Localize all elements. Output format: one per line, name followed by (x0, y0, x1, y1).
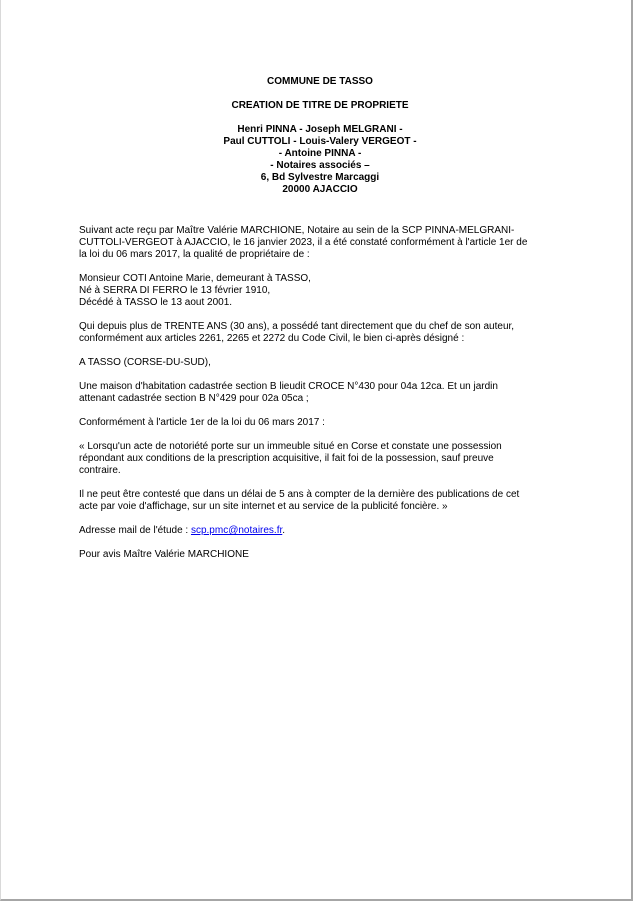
paragraph-line: contraire. (79, 465, 121, 476)
email-link[interactable]: scp.pmc@notaires.fr (190, 525, 283, 536)
paragraph-line: Suivant acte reçu par Maître Valérie MARCHIONE, Notaire au sein de la SCP PINNA-MELGRANI- (79, 225, 515, 236)
document-title: CREATION DE TITRE DE PROPRIETE (231, 100, 409, 111)
paragraph-owner (79, 273, 553, 309)
paragraph-line: Monsieur COTI Antoine Marie, demeurant à TASSO, (79, 273, 311, 284)
closing-line: Pour avis Maître Valérie MARCHIONE (79, 549, 249, 560)
commune-title: COMMUNE DE TASSO (267, 76, 373, 87)
paragraph-line: A TASSO (CORSE-DU-SUD), (79, 357, 211, 368)
paragraph-email (79, 525, 553, 537)
paragraph-line: Qui depuis plus de TRENTE ANS (30 ans), a possédé tant directement que du chef de son auteur, (79, 321, 515, 332)
notaries-line-2: Paul CUTTOLI - Louis-Valery VERGEOT - (223, 136, 417, 147)
paragraph-law-quote-2 (79, 489, 553, 513)
paragraph-closing (79, 549, 553, 561)
address-line-2: 20000 AJACCIO (282, 184, 358, 195)
paragraph-line: CUTTOLI-VERGEOT à AJACCIO, le 16 janvier 2023, il a été constaté conformément à l'article 1er de (79, 237, 528, 248)
paragraph-property (79, 381, 553, 405)
document-body (79, 225, 553, 573)
paragraph-deed (79, 225, 553, 261)
email-label: Adresse mail de l'étude : (79, 525, 191, 536)
paragraph-location (79, 357, 553, 369)
paragraph-line: Né à SERRA DI FERRO le 13 février 1910, (79, 285, 271, 296)
paragraph-line: répondant aux conditions de la prescription acquisitive, il fait foi de la possession, sauf preuve (79, 453, 494, 464)
paragraph-law-reference (79, 417, 553, 429)
paragraph-line: Conformément à l'article 1er de la loi du 06 mars 2017 : (79, 417, 325, 428)
paragraph-line: acte par voie d'affichage, sur un site internet et au service de la publicité foncière. » (79, 501, 448, 512)
notaries-line-4: - Notaires associés – (270, 160, 370, 171)
paragraph-line: attenant cadastrée section B N°429 pour 02a 05ca ; (79, 393, 309, 404)
email-suffix: . (282, 525, 286, 536)
notaries-line-1: Henri PINNA - Joseph MELGRANI - (237, 124, 403, 135)
paragraph-line: conformément aux articles 2261, 2265 et 2272 du Code Civil, le bien ci-après désigné : (79, 333, 465, 344)
document-header (79, 76, 561, 196)
paragraph-line: Il ne peut être contesté que dans un délai de 5 ans à compter de la dernière des publications de cet (79, 489, 520, 500)
notaries-line-3: - Antoine PINNA - (278, 148, 362, 159)
paragraph-line: la loi du 06 mars 2017, la qualité de propriétaire de : (79, 249, 310, 260)
paragraph-line: Une maison d'habitation cadastrée section B lieudit CROCE N°430 pour 04a 12ca. Et un jardin (79, 381, 498, 392)
paragraph-line: « Lorsqu'un acte de notoriété porte sur un immeuble situé en Corse et constate une possession (79, 441, 502, 452)
paragraph-law-quote-1 (79, 441, 553, 477)
paragraph-possession (79, 321, 553, 345)
address-line-1: 6, Bd Sylvestre Marcaggi (260, 172, 380, 183)
paragraph-line: Décédé à TASSO le 13 aout 2001. (79, 297, 233, 308)
